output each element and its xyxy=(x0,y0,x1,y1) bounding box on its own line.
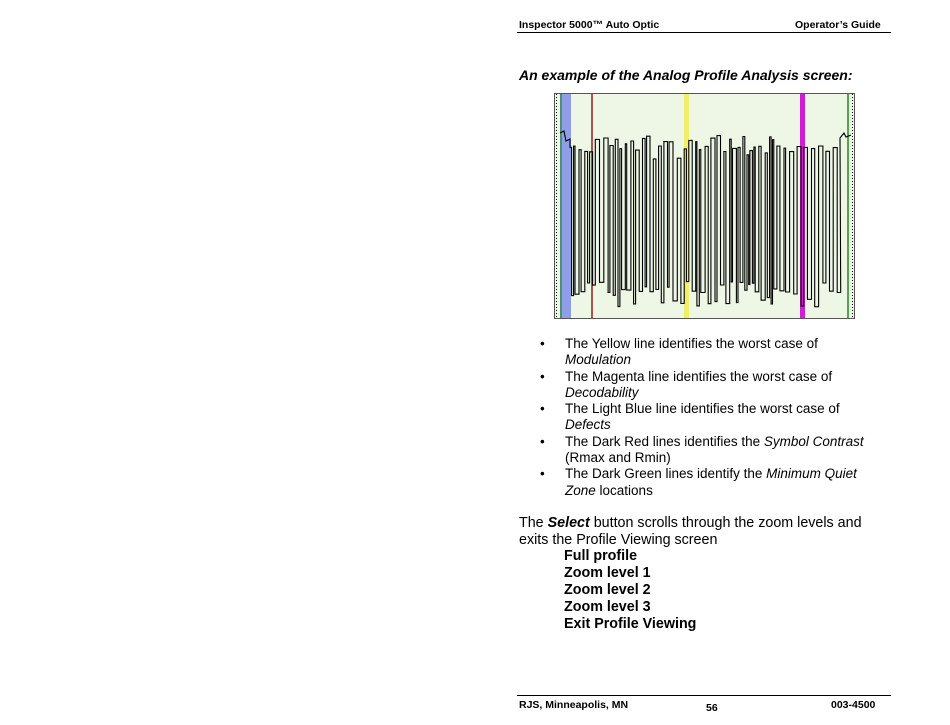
signal-waveform xyxy=(560,131,851,307)
bullet-text-after: locations xyxy=(595,482,653,498)
bullet-item xyxy=(538,466,878,499)
analog-profile-plot xyxy=(554,93,855,319)
bullet-italic-term: Defects xyxy=(565,417,611,433)
bullet-text: The Dark Green lines identify the xyxy=(565,466,767,482)
zoom-level-list xyxy=(564,548,696,633)
bullet-dot: • xyxy=(540,336,545,351)
select-paragraph xyxy=(519,515,879,549)
section-heading: An example of the Analog Profile Analysis screen: xyxy=(519,67,853,83)
bullet-text: The Light Blue line identifies the worst case of xyxy=(565,401,840,417)
bullet-italic-term: Minimum Quiet Zone xyxy=(565,466,857,498)
footer-document-number: 003-4500 xyxy=(831,699,876,711)
footer-rule xyxy=(517,695,891,696)
header-product-name: Inspector 5000™ Auto Optic xyxy=(519,19,660,31)
bullet-item xyxy=(538,434,878,467)
bullet-text: The Yellow line identifies the worst case of xyxy=(565,336,818,351)
analog-profile-figure xyxy=(554,93,855,319)
select-paragraph-before: The xyxy=(519,515,548,531)
header-guide-title: Operator’s Guide xyxy=(795,19,881,31)
zoom-level-item: Zoom level 1 xyxy=(564,565,651,581)
bullet-item xyxy=(538,336,878,369)
page-number: 56 xyxy=(706,702,718,714)
light-blue-defects-line xyxy=(560,94,571,318)
zoom-level-item: Zoom level 2 xyxy=(564,582,651,598)
bullet-text: The Dark Red lines identifies the xyxy=(565,433,764,449)
bullet-dot: • xyxy=(540,368,545,384)
bullet-text-after: (Rmax and Rmin) xyxy=(565,450,671,466)
bullet-item xyxy=(538,401,878,434)
bullet-dot: • xyxy=(540,433,545,449)
bullet-list xyxy=(538,336,878,499)
bullet-text: The Magenta line identifies the worst case of xyxy=(565,368,833,384)
bullet-item xyxy=(538,369,878,402)
footer-author: RJS, Minneapolis, MN xyxy=(519,699,629,711)
select-paragraph-after: button scrolls through the zoom levels and exits the Profile Viewing screen xyxy=(519,515,862,548)
zoom-level-item: Full profile xyxy=(564,548,638,564)
bullet-italic-term: Modulation xyxy=(565,352,632,368)
bullet-italic-term: Decodability xyxy=(565,384,639,400)
bullet-dot: • xyxy=(540,466,545,482)
zoom-level-item: Zoom level 3 xyxy=(564,599,651,615)
bullet-dot: • xyxy=(540,401,545,417)
zoom-level-item: Exit Profile Viewing xyxy=(564,616,697,632)
header-rule xyxy=(517,32,891,33)
select-keyword: Select xyxy=(547,515,590,531)
bullet-italic-term: Symbol Contrast xyxy=(763,433,864,449)
